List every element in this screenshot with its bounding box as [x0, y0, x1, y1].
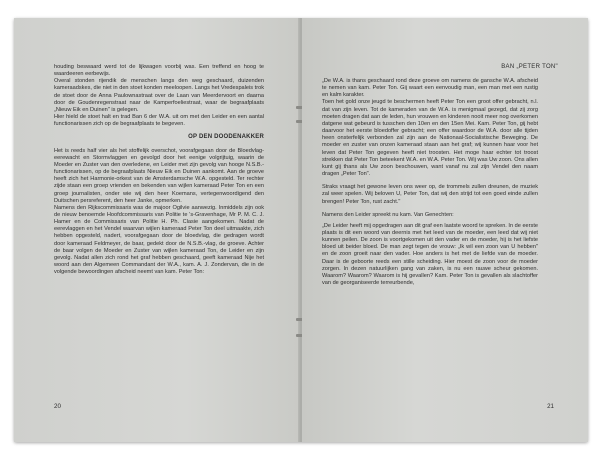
paragraph: Het is reeds half vier als het stoffelijk overschot, voorafgegaan door de Bloedvlag-eerewacht en Stormvlaggen en gevolgd door het eenige volgrijtuig, waarin de Moeder en Zuster van den overledene, en Leider met zijn gevolg van hooge N.S.B.-functionarissen, op de begraafplaats Nieuw Eik en Duinen aankomt. Aan de groeve heeft zich het Harmonie-orkest van de Amsterdamsche W.A. opgesteld. Ter rechter zijde staan een groep vrienden en bekenden van wijlen kameraad Peter Ton en een groep journalisten, onder wie wij den heer Koemans, vertegenwoordigend den Duitschen persreferent, den heer Janke, opmerken.	[54, 147, 264, 204]
paragraph: „De W.A. is thans geschaard rond deze groeve om namens de gansche W.A. afscheid te nemen van kam. Peter Ton. Gij waart een eenvoudig man, een man met een rustig en kalm karakter.	[322, 78, 538, 99]
paragraph: Straks vraagt het gewone leven ons weer op, de trommels zullen dreunen, de muziek zal weer spelen. Wij beloven U, Peter Ton, dat wij den strijd tot een goed einde zullen brengen! Peter Ton, rust zacht."	[322, 184, 538, 205]
right-page	[302, 18, 588, 442]
paragraph: Namens den Leider spreekt nu kam. Van Genechten:	[322, 211, 454, 218]
paragraph: Overal stonden rijendik de menschen langs den weg geschaard, duizenden kameraadskes, die niet in den stoet konden meeloopen. Langs het Vredespaleis trok de stoet door de Anna Paulownastraat over de Laan van Meerdervoort en daarna door de Goudenregenstraat naar de Kamperfoeliestraat, waar de begraafplaats „Nieuw Eik en Duinen" is gelegen.	[54, 78, 264, 113]
paragraph: Toen het gold onze jeugd te beschermen heeft Peter Ton een groot offer gebracht, n.l. dat van zijn leven. Tot de kameraden van de W.A. is menigmaal gezegd, dat zij zorg moeten dragen dat aan de leden, hun vrouwen en kinderen nooit meer nog overkomen datgene wat gebeurd is tusschen den 10en en den 15en Mei. Kam. Peter Ton, gij hebt daarvoor het eerste bloedoffer gebracht; een offer waardoor de W.A. door alle tijden heen onsterfelijk verbonden zal zijn aan de Nationaal-Socialistische Beweging. De moeder en zuster van onzen kameraad staan aan het graf; wij kunnen haar voor het leven dat Peter Ton gegeven heeft niet troosten. Het moge haar echter tot troost strekken dat Peter Ton beteekent W.A. en W.A. Peter Ton. Wij was Uw zoon. Ons allen kunt gij thans als Uw zoon beschouwen, want vanaf nu zal zijn Vendel den naam dragen „Peter Ton".	[322, 99, 538, 178]
booklet	[14, 18, 588, 442]
paragraph: „De Leider heeft mij opgedragen aan dit graf een laatste woord te spreken. In de eerste plaats is dit een woord van deernis met het leed van de moeder, een leed dat wij niet kunnen peilen. De zoon is voortgekomen uit den vader en de moeder, hij is het liefste bloed uit beider bloed. De man zegt tegen de vrouw: „Ik wil een zoon van U hebben" en de zoon groeit naar den vader. Hoe anders is het met de liefde van de moeder. Daar is de geboorte reeds een stille scheiding. Hier moest de zoon voor de moeder zorgen. In dezen natuurlijken gang van zaken, is nu een rauwe scheur gekomen. Waarom? Waarom? Waarom is hij gevallen? Kam. Peter Ton is gevallen als slachtoffer van de georganiseerde terreurbende,	[322, 222, 538, 287]
page-number-right: 21	[547, 403, 554, 410]
left-text-column	[54, 64, 264, 276]
page-number-left: 20	[54, 403, 61, 410]
right-text-column	[322, 78, 538, 287]
running-head: BAN „PETER TON"	[501, 64, 558, 70]
paragraph: Hier hield de stoet halt en trad Ban 6 der W.A. uit om met den Leider en een aantal functionarissen zich op de begraafplaats te begeven.	[54, 114, 264, 128]
paragraph: houding beswaard werd tot de lijkwagen voorbij was. Een treffend en hoog te waardeeren eerbewijs.	[54, 64, 264, 78]
left-page	[14, 18, 300, 442]
paragraph: Namens den Rijkscommissaris was de majoor Ogilvie aanwezig. Inmiddels zijn ook de nieuw benoemde Hoofdcommissaris van Politie te 's-Gravenhage, Mr P. M. C. J. Hamer en de Commissaris van Politie H. Ph. Clasie aangekomen. Nadat de eerevlaggen en het Vendel waarvan wijlen kameraad Peter Ton deel uitmaakte, zich hebben opgesteld, nadert, voorafgegaan door de bloedvlag, die gedragen wordt door kameraad Feldmeyer, de baar, gedekt door de N.S.B.-vlag, de groeve. Achter de baar volgen de Moeder en Zuster van wijlen kameraad Ton, de Leider en zijn gevolg. Nadat allen zich rond het graf hebben geschaard, geeft kameraad Nije het woord aan den Algemeen Commandant der W.A., kam. A. J. Zondervan, die in de volgende bewoordingen afscheid neemt van kam. Peter Ton:	[54, 204, 264, 276]
section-heading: OP DEN DOODENAKKER	[188, 134, 264, 141]
